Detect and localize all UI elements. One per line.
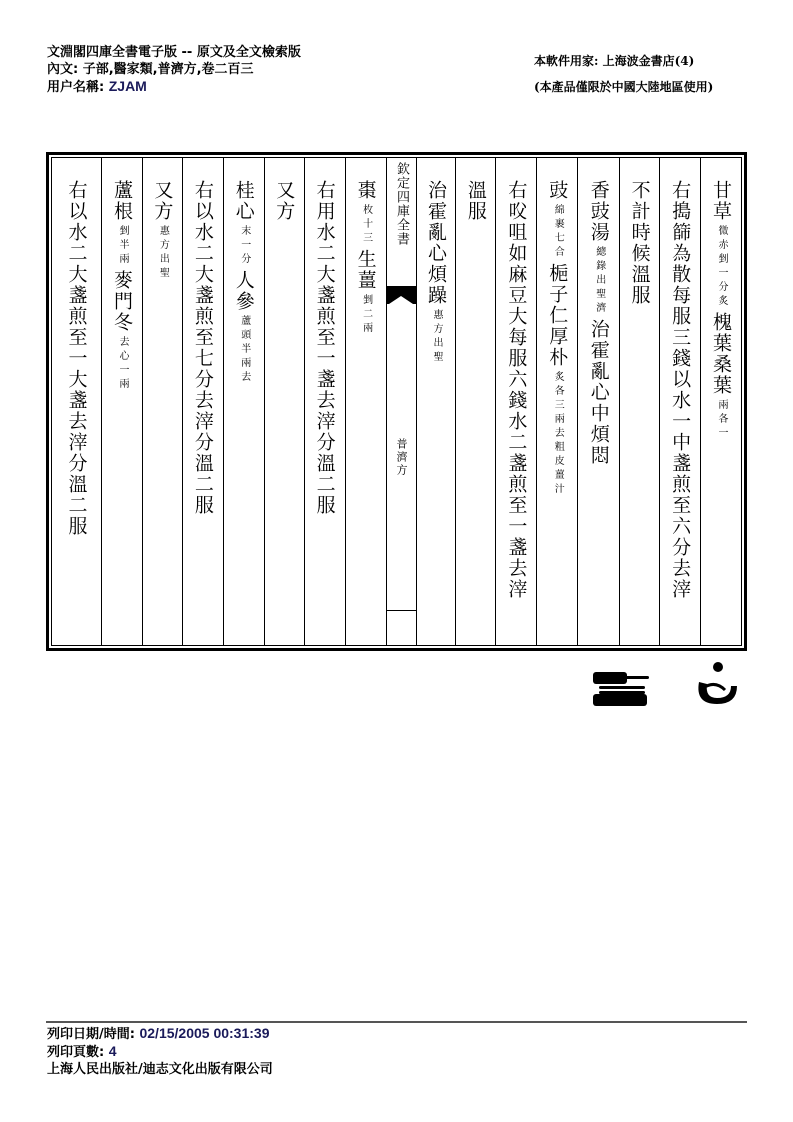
- main-text: 又方: [273, 180, 296, 222]
- text-columns: [52, 158, 741, 645]
- note-right: 半兩去: [238, 343, 250, 385]
- column-text: [314, 180, 336, 516]
- annotation-note: [117, 225, 128, 267]
- text-column: [101, 158, 142, 645]
- text-column: [182, 158, 223, 645]
- pages-line: [47, 1043, 273, 1061]
- note-right: 半兩: [116, 239, 128, 267]
- column-text: [710, 180, 732, 444]
- text-column: [577, 158, 619, 645]
- books-logo-icon: [593, 668, 653, 706]
- text-column: [264, 158, 304, 645]
- footer: [47, 1025, 273, 1078]
- annotation-note: [552, 204, 563, 260]
- annotation-note: [716, 399, 727, 441]
- publisher-text: 上海人民出版社/迪志文化出版有限公司: [47, 1062, 273, 1077]
- header-title: 文淵閣四庫全書電子版 -- 原文及全文檢索版: [47, 45, 301, 60]
- text-column: [659, 158, 700, 645]
- pages-label: 列印頁數:: [47, 1045, 105, 1060]
- note-left: 蘆頭: [238, 315, 250, 343]
- note-left: 總錄: [593, 246, 605, 274]
- licensee-text: 本軟件用家: 上海波金書店(4): [534, 54, 695, 68]
- pages-value: 4: [108, 1043, 117, 1059]
- note-left: 兩: [716, 399, 728, 413]
- logos: [593, 660, 743, 708]
- main-text: 香豉湯: [587, 180, 610, 243]
- main-text: 豉: [546, 180, 569, 201]
- main-text: 右以水二大盞煎至一大盞去滓分溫二服: [65, 180, 88, 537]
- main-text: 生薑: [354, 249, 377, 291]
- main-text: 治霍亂心煩躁: [424, 180, 447, 306]
- page-frame: [46, 152, 747, 651]
- publisher-logo-icon: [691, 660, 741, 708]
- column-text: [355, 180, 377, 339]
- note-left: 微赤剉: [716, 225, 728, 267]
- note-right: 一分: [238, 239, 250, 267]
- column-text: [669, 180, 691, 600]
- note-right: 出聖: [430, 337, 442, 365]
- column-text: [425, 180, 447, 368]
- banxin-title: 欽定四庫全書: [394, 162, 410, 246]
- column-text: [629, 180, 651, 306]
- main-text: 治霍亂心中煩悶: [587, 319, 610, 466]
- text-column: [619, 158, 659, 645]
- text-column: [495, 158, 536, 645]
- main-text: 右用水二大盞煎至一盞去滓分溫二服: [313, 180, 336, 516]
- note-left: 炙各三兩: [552, 371, 564, 427]
- header-user-line: [47, 78, 301, 96]
- note-left: 枚: [360, 204, 372, 218]
- print-time-value: 02/15/2005 00:31:39: [139, 1025, 270, 1041]
- note-right: 二兩: [360, 308, 372, 336]
- note-right: 出聖濟: [593, 274, 605, 316]
- main-text: 棗: [354, 180, 377, 201]
- main-text: 梔子仁: [546, 263, 569, 326]
- annotation-note: [431, 309, 442, 365]
- main-text: 右㕮咀如麻豆大每服六錢水二盞煎至一盞去滓: [505, 180, 528, 600]
- annotation-note: [117, 336, 128, 392]
- content-label: 內文:: [47, 62, 79, 77]
- note-left: 惠方: [430, 309, 442, 337]
- main-text: 右以水二大盞煎至七分去滓分溫二服: [191, 180, 214, 516]
- header-left: [47, 44, 301, 96]
- text-column: [416, 158, 456, 645]
- main-text: 桂心: [232, 180, 255, 222]
- print-time-label: 列印日期/時間:: [47, 1027, 135, 1042]
- annotation-note: [239, 315, 250, 385]
- banxin: [387, 158, 416, 645]
- footer-divider: [46, 1021, 747, 1023]
- main-text: 槐葉: [710, 312, 733, 354]
- column-text: [151, 180, 173, 284]
- restriction-text: (本產品僅限於中國大陸地區使用): [534, 80, 714, 94]
- header-right: [534, 48, 713, 100]
- annotation-note: [361, 294, 372, 336]
- annotation-note: [716, 225, 727, 309]
- annotation-note: [157, 225, 168, 281]
- annotation-note: [594, 246, 605, 316]
- banxin-column: [386, 158, 416, 645]
- page-frame-inner: [51, 157, 742, 646]
- column-text: [111, 180, 133, 395]
- note-right: 各一: [716, 413, 728, 441]
- main-text: 厚朴: [546, 326, 569, 368]
- column-text: [66, 180, 88, 537]
- banxin-divider: [387, 610, 416, 611]
- column-text: [233, 180, 255, 388]
- main-text: 甘草: [710, 180, 733, 222]
- note-left: 綿裹: [552, 204, 564, 232]
- note-right: 一兩: [116, 364, 128, 392]
- text-column: [304, 158, 345, 645]
- column-text: [192, 180, 214, 516]
- print-time-line: [47, 1025, 273, 1043]
- main-text: 桑葉: [710, 354, 733, 396]
- note-left: 剉: [116, 225, 128, 239]
- annotation-note: [361, 204, 372, 246]
- text-column: [52, 158, 101, 645]
- note-left: 惠方: [157, 225, 169, 253]
- main-text: 又方: [151, 180, 174, 222]
- banxin-book-name: 普濟方: [395, 438, 409, 477]
- note-left: 去心: [116, 336, 128, 364]
- annotation-note: [239, 225, 250, 267]
- user-value: ZJAM: [108, 78, 147, 94]
- fishtail-icon: [387, 286, 416, 304]
- main-text: 不計時候溫服: [628, 180, 651, 306]
- text-column: [700, 158, 741, 645]
- note-right: 去粗皮薑汁: [552, 427, 564, 497]
- text-column: [455, 158, 495, 645]
- note-left: 剉: [360, 294, 372, 308]
- note-right: 七合: [552, 232, 564, 260]
- note-left: 末: [238, 225, 250, 239]
- main-text: 蘆根: [110, 180, 133, 222]
- text-column: [536, 158, 577, 645]
- column-text: [546, 180, 568, 500]
- column-text: [505, 180, 527, 600]
- note-right: 十三: [360, 218, 372, 246]
- annotation-note: [552, 371, 563, 497]
- main-text: 右搗篩為散每服三錢以水一中盞煎至六分去滓: [669, 180, 692, 600]
- text-column: [223, 158, 264, 645]
- user-label: 用户名稱:: [47, 80, 105, 95]
- column-text: [588, 180, 610, 466]
- main-text: 溫服: [464, 180, 487, 222]
- content-value: 子部,醫家類,普濟方,卷二百三: [82, 62, 254, 77]
- note-right: 出聖: [157, 253, 169, 281]
- column-text: [465, 180, 487, 222]
- main-text: 人參: [232, 270, 255, 312]
- text-column: [142, 158, 182, 645]
- note-right: 一分炙: [716, 267, 728, 309]
- main-text: 麥門冬: [110, 270, 133, 333]
- header-content-line: [47, 61, 301, 78]
- column-text: [273, 180, 295, 222]
- text-column: [345, 158, 386, 645]
